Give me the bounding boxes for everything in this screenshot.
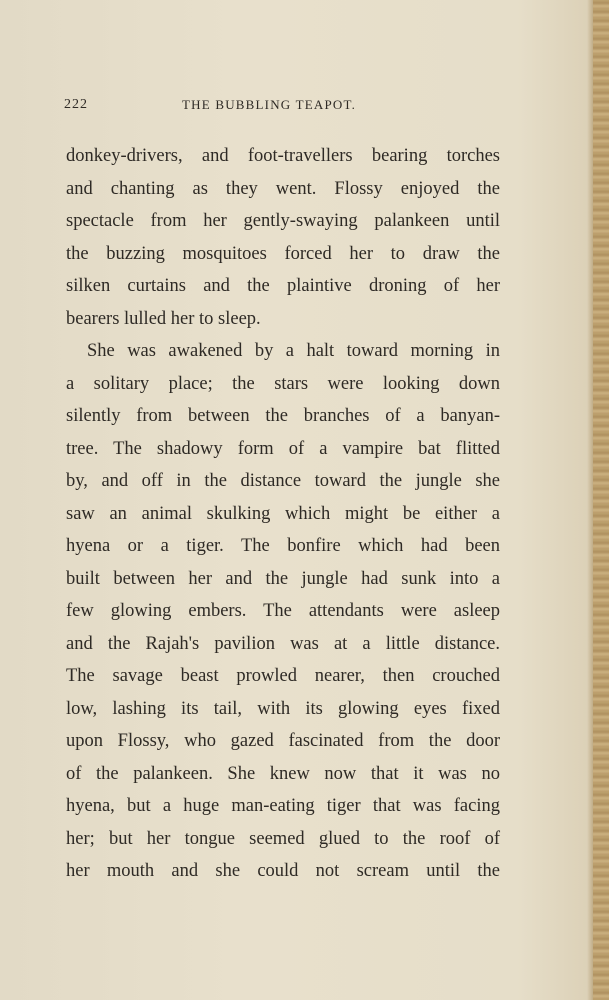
text-line: tree. The shadowy form of a vampire bat flitted [66, 438, 500, 459]
text-line: saw an animal skulking which might be either a [66, 503, 500, 524]
text-line: hyena or a tiger. The bonfire which had been [66, 536, 500, 556]
text-line: hyena, but a huge man-eating tiger that was facing [66, 796, 500, 816]
text-line: spectacle from her gently-swaying palankeen until [66, 211, 500, 231]
paragraph-start-line: She was awakened by a halt toward morning in [87, 341, 500, 361]
running-title: THE BUBBLING TEAPOT. [182, 97, 357, 112]
text-line: built between her and the jungle had sunk into a [66, 568, 500, 589]
text-line: bearers lulled her to sleep. [66, 308, 261, 329]
text-line: few glowing embers. The attendants were asleep [66, 601, 500, 621]
text-line: upon Flossy, who gazed fascinated from the door [66, 731, 500, 751]
text-line: a solitary place; the stars were looking down [66, 373, 500, 394]
text-line: donkey-drivers, and foot-travellers bearing torches [66, 146, 500, 166]
text-line: and the Rajah's pavilion was at a little distance. [66, 633, 500, 654]
page-number: 222 [64, 97, 88, 112]
text-line: the buzzing mosquitoes forced her to draw the [66, 243, 500, 264]
page-edge [593, 0, 609, 1000]
text-line: by, and off in the distance toward the jungle she [66, 471, 500, 491]
text-line: The savage beast prowled nearer, then crouched [66, 666, 500, 686]
text-line: of the palankeen. She knew now that it was no [66, 763, 500, 784]
page-header [64, 97, 504, 117]
text-line: silently from between the branches of a banyan- [66, 406, 500, 426]
text-line: her; but her tongue seemed glued to the roof of [66, 828, 500, 849]
text-line: low, lashing its tail, with its glowing eyes fixed [66, 698, 500, 719]
text-line: her mouth and she could not scream until the [66, 861, 500, 881]
body-text [66, 140, 500, 888]
text-line: silken curtains and the plaintive droning of her [66, 276, 500, 296]
text-line: and chanting as they went. Flossy enjoyed the [66, 178, 500, 199]
